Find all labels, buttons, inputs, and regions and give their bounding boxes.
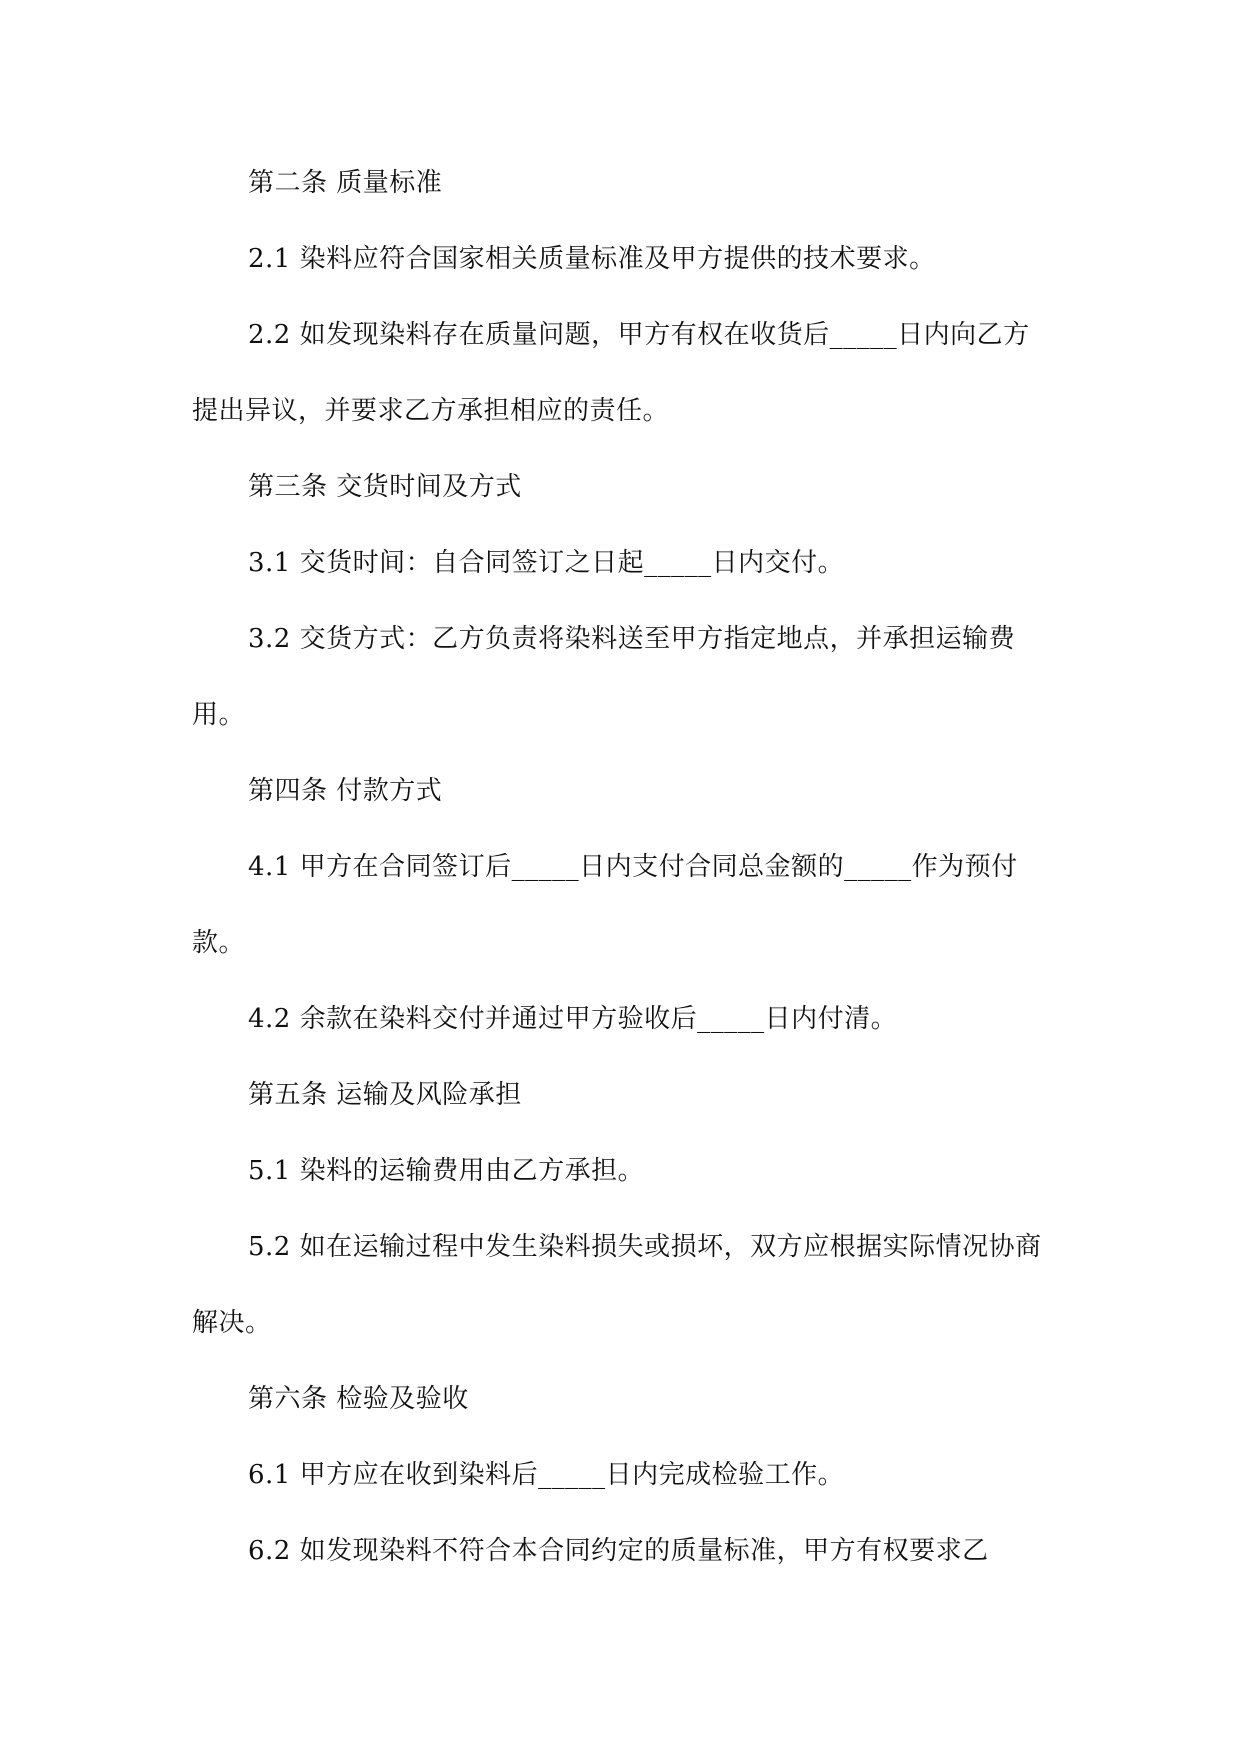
clause-4-2: 4.2 余款在染料交付并通过甲方验收后_____日内付清。	[248, 1004, 898, 1034]
clause-2-2: 2.2 如发现染料存在质量问题，甲方有权在收货后_____日内向乙方提出异议，并要求乙方承担相应的责任。	[192, 320, 1030, 426]
article-4-heading: 第四条 付款方式	[248, 776, 443, 806]
article-2-heading: 第二条 质量标准	[248, 168, 443, 198]
clause-3-2: 3.2 交货方式：乙方负责将染料送至甲方指定地点，并承担运输费用。	[192, 624, 1016, 730]
article-6-heading: 第六条 检验及验收	[248, 1384, 469, 1414]
article-3-heading: 第三条 交货时间及方式	[248, 472, 522, 502]
clause-5-1: 5.1 染料的运输费用由乙方承担。	[248, 1156, 645, 1186]
clause-5-2: 5.2 如在运输过程中发生染料损失或损坏，双方应根据实际情况协商解决。	[192, 1232, 1042, 1338]
clause-6-1: 6.1 甲方应在收到染料后_____日内完成检验工作。	[248, 1460, 845, 1490]
clause-4-1: 4.1 甲方在合同签订后_____日内支付合同总金额的_____作为预付款。	[192, 852, 1018, 958]
document-body	[192, 145, 1052, 1589]
article-5-heading: 第五条 运输及风险承担	[248, 1080, 522, 1110]
clause-3-1: 3.1 交货时间：自合同签订之日起_____日内交付。	[248, 548, 845, 578]
clause-2-1: 2.1 染料应符合国家相关质量标准及甲方提供的技术要求。	[248, 244, 936, 274]
clause-6-2: 6.2 如发现染料不符合本合同约定的质量标准，甲方有权要求乙	[248, 1536, 989, 1566]
